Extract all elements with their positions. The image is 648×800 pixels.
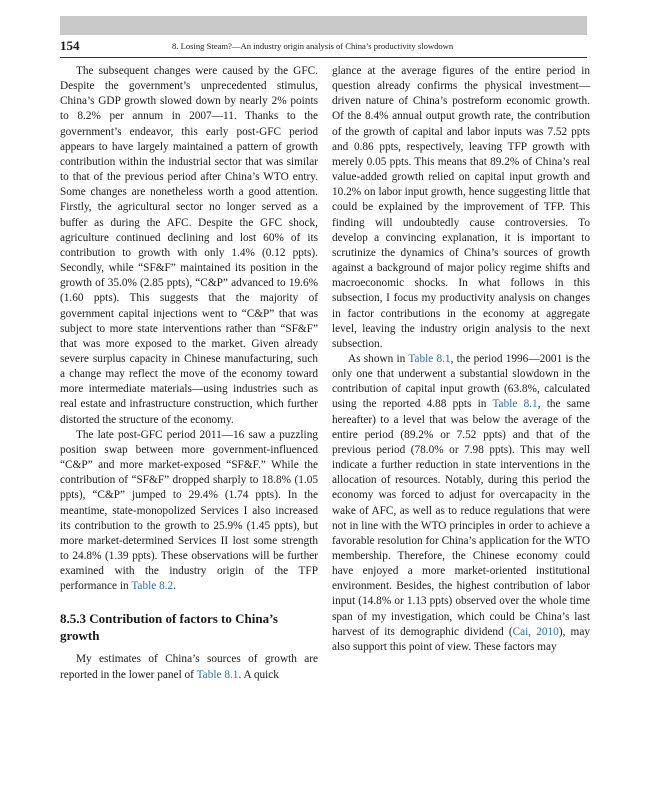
page-number: 154 [60, 38, 80, 53]
left-column [60, 64, 318, 683]
table-reference-link[interactable]: Table 8.1 [196, 668, 239, 681]
paragraph: glance at the average figures of the entire period in question already confirms the physical investment—driven nature of China’s postreform economic growth. Of the 8.4% annual output growth rate, the contribution of the growth of capital and labor inputs was 7.52 ppts and 0.86 ppts, respectively, leaving TFP growth with merely 0.05 ppts. This means that 89.2% of China’s real value-added growth relied on capital input growth and 10.2% on labor input growth, hence suggesting little that could be explained by the improvement of TFP. This finding will undoubtedly cause controversies. To develop a convincing explanation, it is important to scrutinize the dynamics of China’s sources of growth against a background of major policy regime shifts and macroeconomic shocks. In what follows in this subsection, I focus my productivity analysis on changes in factor contributions in the economy at aggregate level, leaving the industry origin analysis to the next subsection. [332, 65, 590, 350]
table-reference-link[interactable]: Table 8.1 [492, 398, 538, 411]
running-head: 8. Losing Steam?—An industry origin analysis of China’s productivity slowdown [172, 41, 454, 51]
paragraph-text: . [173, 580, 177, 593]
paragraph: The subsequent changes were caused by the GFC. Despite the government’s unprecedented stimulus, China’s GDP growth slowed down by nearly 2% points to 8.2% per annum in 2007—11. Thanks to the government’s endeavor, this early post-GFC period appears to have largely maintained a pattern of growth contribution within the industrial sector that was similar to that of the previous period after China’s WTO entry. Some changes are nonetheless worth a good attention. Firstly, the agricultural sector no longer served as a buffer as during the AFC. Despite the GFC shock, agriculture continued declining and lost 60% of its contribution to growth with only 1.4% (0.12 ppts). Secondly, while “SF&F” maintained its position in the growth of 35.0% (2.85 ppts), “C&P” advanced to 19.6% (1.60 ppts). This suggests that the majority of government capital injections went to “C&P” that was subject to more state interventions rather than “SF&F” that was more exposed to the market. Given already severe surplus capacity in Chinese manufacturing, such a change may reflect the move of the economy toward more intermediate materials—using industries such as real estate and infrastructure construction, which further distorted the structure of the economy. [60, 65, 318, 426]
table-reference-link[interactable]: Table 8.1 [408, 352, 451, 365]
paragraph [332, 352, 590, 655]
header-rule [60, 57, 587, 58]
paragraph-text: My estimates of China’s sources of growth are reported in the lower panel of [60, 653, 318, 681]
section-heading: 8.5.3 Contribution of factors to China’s growth [60, 611, 278, 644]
citation-link[interactable]: Cai, 2010 [512, 625, 559, 638]
paragraph-text: , the period 1996—2001 is the only one that underwent a substantial slowdown in the contribution of capital input growth (63.8%, calculated using the reported 4.88 ppts in [332, 352, 590, 411]
paragraph-text: . A quick [238, 668, 279, 681]
paragraph-text: ), may also support this point of view. These factors may [332, 625, 590, 653]
paragraph-text: As shown in [348, 352, 409, 365]
table-reference-link[interactable]: Table 8.2 [131, 580, 174, 593]
paragraph [60, 652, 318, 682]
paragraph-text: The late post-GFC period 2011—16 saw a puzzling position swap between more government-influenced “C&P” and more market-exposed “SF&F.” While the contribution of “SF&F” dropped sharply to 18.8% (1.05 ppts), “C&P” jumped to 29.4% (1.74 ppts). In the meantime, state-monopolized Services I also increased its contribution to the growth to 25.9% (1.45 ppts), but more market-determined Services II lost some strength to 24.8% (1.39 ppts). These observations will be further examined with the industry origin of the TFP performance in [60, 428, 318, 593]
header-bar [60, 16, 587, 35]
paragraph-text: , the same hereafter) to a level that was below the average of the entire period (89.2% or 7.52 ppts) and that of the previous period (78.0% or 7.98 ppts). This may well indicate a further reduction in state interventions in the allocation of resources. Notably, during this period the economy was forced to adjust for overcapacity in the wake of AFC, as well as to reduce regulations that were not in line with the WTO principles in order to achieve a favorable resolution for China’s application for the WTO membership. Therefore, the Chinese economy could have enjoyed a more market-oriented institutional environment. Besides, the highest contribution of labor input (14.8% or 1.13 ppts) observed over the whole time span of my investigation, which could be China’s last harvest of its demographic dividend ( [332, 398, 590, 638]
right-column [332, 64, 590, 655]
paragraph [60, 428, 318, 595]
